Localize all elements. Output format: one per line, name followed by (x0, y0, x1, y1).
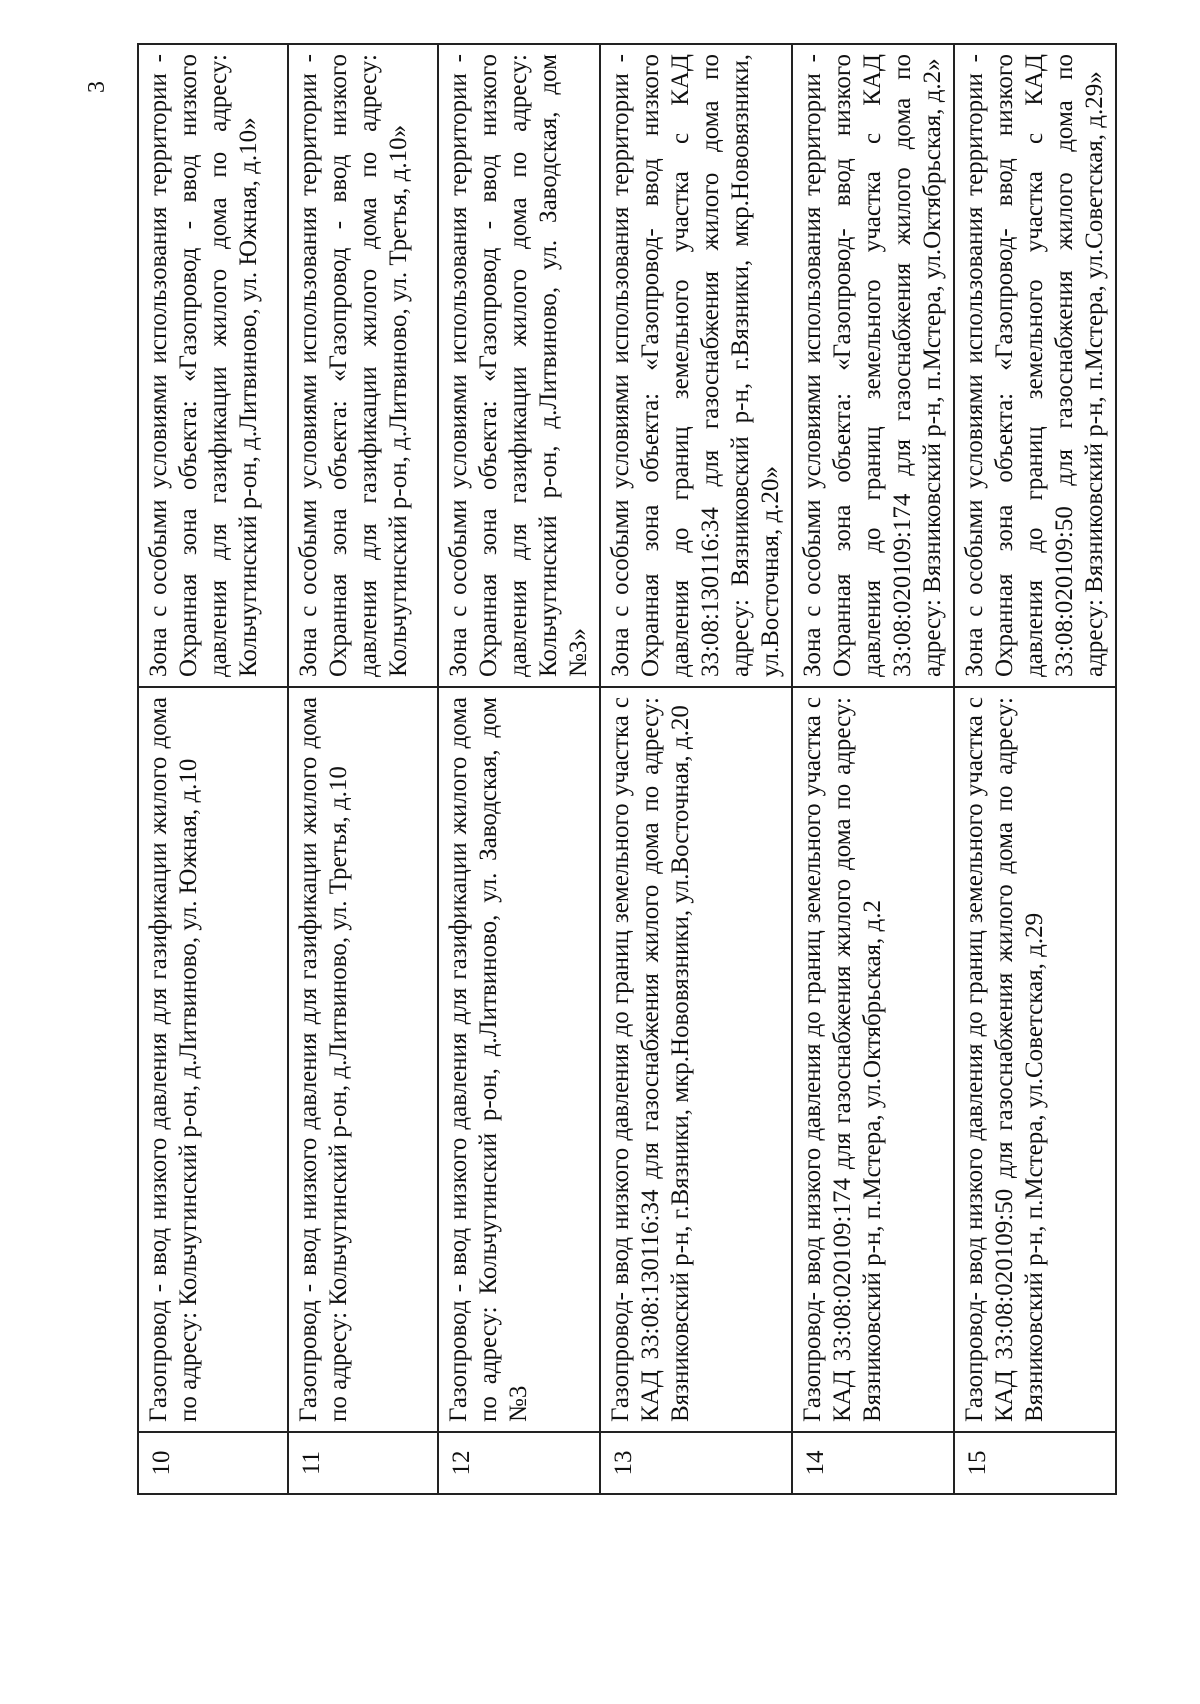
zone-description: Зона с особыми условиями использования территории - Охранная зона объекта: «Газопровод - ввод низкого давления для газификации жилого дома по адресу: Кольчугинский р-он, д.Литвиново, ул. Третья, д.10» (288, 44, 438, 687)
row-number: 12 (438, 1432, 600, 1494)
object-description: Газопровод - ввод низкого давления для газификации жилого дома по адресу: Кольчугинский р-он, д.Литвиново, ул. Третья, д.10 (288, 687, 438, 1432)
table-row (600, 44, 792, 1494)
object-description: Газопровод - ввод низкого давления для газификации жилого дома по адресу: Кольчугинский р-он, д.Литвиново, ул. Заводская, дом №3 (438, 687, 600, 1432)
row-number: 13 (600, 1432, 792, 1494)
rotated-table-container (137, 45, 1108, 1495)
row-number: 14 (792, 1432, 954, 1494)
page-number: 3 (84, 81, 110, 93)
zones-table (137, 43, 1117, 1495)
table-row (792, 44, 954, 1494)
zone-description: Зона с особыми условиями использования территории - Охранная зона объекта: «Газопровод- ввод низкого давления до границ земельного участка с КАД 33:08:020109:50 для газоснабжения жилого дома по адресу: Вязниковский р-н, п.Мстера, ул.Советская, д.29» (954, 44, 1116, 687)
object-description: Газопровод- ввод низкого давления до границ земельного участка с КАД 33:08:130116:34 для газоснабжения жилого дома по адресу: Вязниковский р-н, г.Вязники, мкр.Нововязники, ул.Восточная, д.20 (600, 687, 792, 1432)
table-row (138, 44, 288, 1494)
row-number: 15 (954, 1432, 1116, 1494)
zone-description: Зона с особыми условиями использования территории - Охранная зона объекта: «Газопровод- ввод низкого давления до границ земельного участка с КАД 33:08:020109:174 для газоснабжения жилого дома по адресу: Вязниковский р-н, п.Мстера, ул.Октябрьская, д.2» (792, 44, 954, 687)
table-row (288, 44, 438, 1494)
zone-description: Зона с особыми условиями использования территории - Охранная зона объекта: «Газопровод- ввод низкого давления до границ земельного участка с КАД 33:08:130116:34 для газоснабжения жилого дома по адресу: Вязниковский р-н, г.Вязники, мкр.Нововязники, ул.Восточная, д.20» (600, 44, 792, 687)
row-number: 11 (288, 1432, 438, 1494)
object-description: Газопровод- ввод низкого давления до границ земельного участка с КАД 33:08:020109:50 для газоснабжения жилого дома по адресу: Вязниковский р-н, п.Мстера, ул.Советская, д.29 (954, 687, 1116, 1432)
object-description: Газопровод- ввод низкого давления до границ земельного участка с КАД 33:08:020109:174 для газоснабжения жилого дома по адресу: Вязниковский р-н, п.Мстера, ул.Октябрьская, д.2 (792, 687, 954, 1432)
zone-description: Зона с особыми условиями использования территории - Охранная зона объекта: «Газопровод - ввод низкого давления для газификации жилого дома по адресу: Кольчугинский р-он, д.Литвиново, ул. Южная, д.10» (138, 44, 288, 687)
zone-description: Зона с особыми условиями использования территории - Охранная зона объекта: «Газопровод - ввод низкого давления для газификации жилого дома по адресу: Кольчугинский р-он, д.Литвиново, ул. Заводская, дом №3» (438, 44, 600, 687)
object-description: Газопровод - ввод низкого давления для газификации жилого дома по адресу: Кольчугинский р-он, д.Литвиново, ул. Южная, д.10 (138, 687, 288, 1432)
row-number: 10 (138, 1432, 288, 1494)
table-row (954, 44, 1116, 1494)
table-row (438, 44, 600, 1494)
